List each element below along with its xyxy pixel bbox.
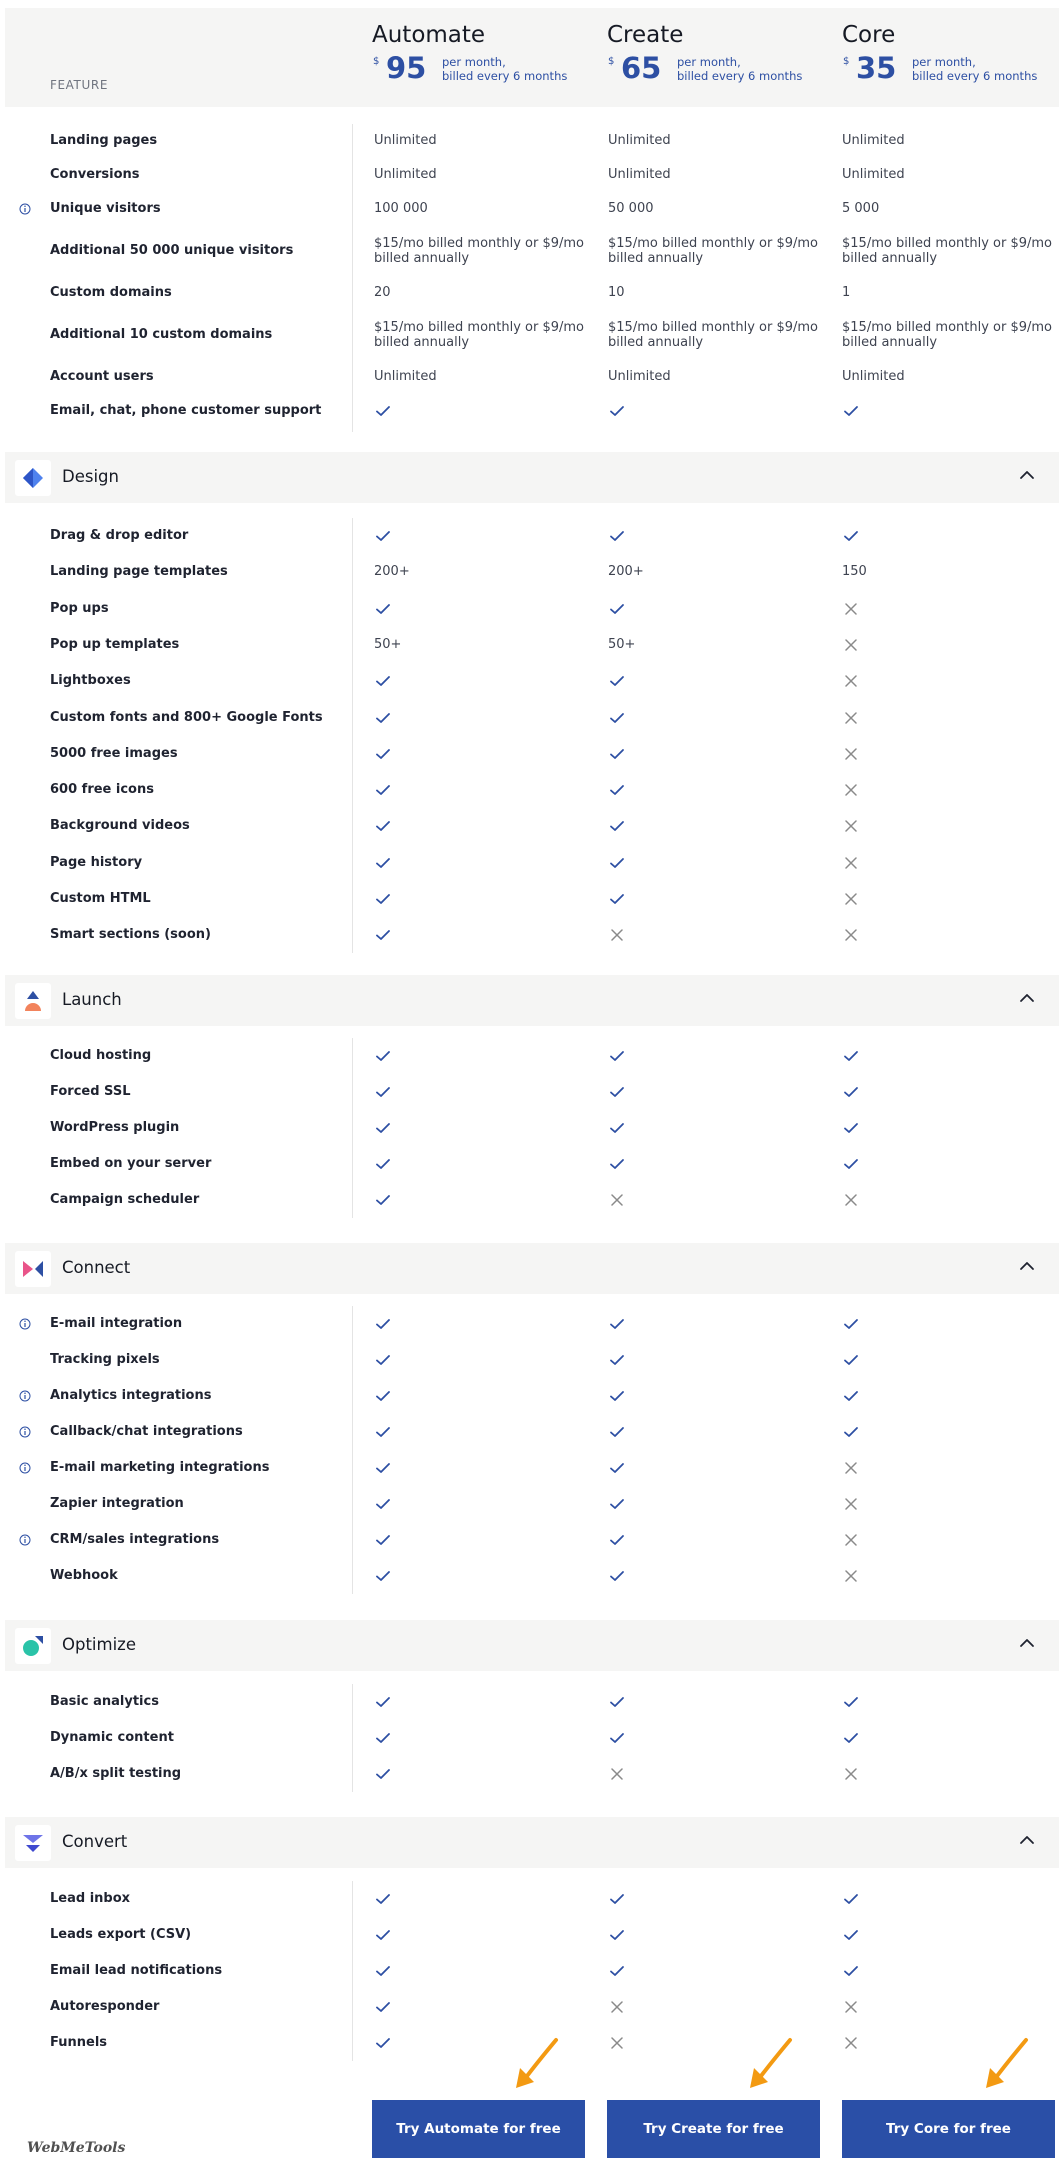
feature-label: Lightboxes xyxy=(50,673,131,689)
check-icon xyxy=(843,1696,859,1708)
check-icon xyxy=(375,603,391,615)
check-icon xyxy=(375,1570,391,1582)
chevron-up-icon[interactable] xyxy=(1019,992,1035,1004)
check-icon xyxy=(609,1893,625,1905)
feature-column-header: FEATURE xyxy=(50,78,108,92)
feature-value: $15/mo billed monthly or $9/mo billed annually xyxy=(608,236,819,266)
check-icon xyxy=(843,1732,859,1744)
feature-label: Campaign scheduler xyxy=(50,1192,200,1207)
check-icon xyxy=(843,1158,859,1170)
check-icon xyxy=(375,1929,391,1941)
check-icon xyxy=(375,1696,391,1708)
watermark: WebMeTools xyxy=(27,2140,126,2156)
feature-value: 50+ xyxy=(608,636,636,652)
check-icon xyxy=(375,1158,391,1170)
try-create-button[interactable]: Try Create for free xyxy=(607,2100,820,2158)
feature-label: 5000 free images xyxy=(50,745,178,761)
check-icon xyxy=(609,748,625,760)
feature-value: 50 000 xyxy=(608,201,654,216)
feature-label: Background videos xyxy=(50,818,190,834)
check-icon xyxy=(843,1122,859,1134)
feature-label: E-mail integration xyxy=(50,1316,183,1331)
chevron-up-icon[interactable] xyxy=(1019,1834,1035,1846)
feature-label: Embed on your server xyxy=(50,1156,212,1171)
check-icon xyxy=(609,857,625,869)
check-icon xyxy=(609,675,625,687)
check-icon xyxy=(609,1570,625,1582)
info-icon xyxy=(19,1426,31,1438)
section-header-design[interactable] xyxy=(5,452,1059,503)
check-icon xyxy=(375,712,391,724)
currency-symbol: $ xyxy=(373,56,380,67)
check-icon xyxy=(609,1462,625,1474)
check-icon xyxy=(609,893,625,905)
feature-label: Unique visitors xyxy=(50,201,161,216)
check-icon xyxy=(375,1462,391,1474)
optimize-icon-box xyxy=(15,1628,51,1664)
feature-value: 100 000 xyxy=(374,201,428,216)
check-icon xyxy=(375,1965,391,1977)
cross-icon xyxy=(843,2001,859,2013)
feature-label: Page history xyxy=(50,854,143,870)
check-icon xyxy=(609,1354,625,1366)
feature-value: Unlimited xyxy=(374,133,437,148)
diamond-icon xyxy=(23,468,43,488)
info-icon xyxy=(19,1462,31,1474)
section-title: Connect xyxy=(62,1258,131,1277)
section-title: Launch xyxy=(62,990,122,1009)
feature-value: 150 xyxy=(842,564,867,580)
info-icon xyxy=(19,1534,31,1546)
chevron-up-icon[interactable] xyxy=(1019,1637,1035,1649)
plan-core xyxy=(842,22,1062,89)
plan-price: 35 xyxy=(856,51,897,85)
check-icon xyxy=(375,784,391,796)
feature-value: Unlimited xyxy=(608,369,671,384)
check-icon xyxy=(609,1122,625,1134)
check-icon xyxy=(843,1426,859,1438)
feature-value: $15/mo billed monthly or $9/mo billed annually xyxy=(374,320,585,350)
feature-label: Pop up templates xyxy=(50,636,180,652)
check-icon xyxy=(609,784,625,796)
plan-create xyxy=(607,22,827,89)
check-icon xyxy=(609,1050,625,1062)
check-icon xyxy=(375,1086,391,1098)
section-header-convert[interactable] xyxy=(5,1817,1059,1868)
plan-price: 95 xyxy=(386,51,427,85)
feature-label: Account users xyxy=(50,369,154,384)
check-icon xyxy=(843,405,859,417)
connect-icon xyxy=(23,1259,43,1279)
feature-value: $15/mo billed monthly or $9/mo billed annually xyxy=(374,236,585,266)
check-icon xyxy=(609,603,625,615)
check-icon xyxy=(609,712,625,724)
check-icon xyxy=(843,1050,859,1062)
check-icon xyxy=(375,1498,391,1510)
feature-value: 1 xyxy=(842,285,851,300)
check-icon xyxy=(375,1390,391,1402)
feature-label: Dynamic content xyxy=(50,1730,174,1745)
check-icon xyxy=(375,1426,391,1438)
feature-label: Basic analytics xyxy=(50,1694,159,1709)
cross-icon xyxy=(609,929,625,941)
check-icon xyxy=(843,1893,859,1905)
try-automate-button[interactable]: Try Automate for free xyxy=(372,2100,585,2158)
check-icon xyxy=(843,1086,859,1098)
feature-label: Smart sections (soon) xyxy=(50,927,211,943)
feature-label: Additional 50 000 unique visitors xyxy=(50,243,294,258)
feature-value: $15/mo billed monthly or $9/mo billed annually xyxy=(842,320,1053,350)
plan-price: 65 xyxy=(621,51,662,85)
check-icon xyxy=(375,1354,391,1366)
plan-name: Core xyxy=(842,22,896,48)
feature-label: Forced SSL xyxy=(50,1084,131,1099)
check-icon xyxy=(375,1050,391,1062)
feature-value: Unlimited xyxy=(842,167,905,182)
check-icon xyxy=(609,530,625,542)
check-icon xyxy=(609,1929,625,1941)
check-icon xyxy=(609,820,625,832)
check-icon xyxy=(375,2037,391,2049)
check-icon xyxy=(609,1158,625,1170)
feature-label: Landing pages xyxy=(50,133,158,148)
funnel-icon xyxy=(23,1833,43,1853)
check-icon xyxy=(375,2001,391,2013)
cross-icon xyxy=(843,2037,859,2049)
cross-icon xyxy=(843,820,859,832)
feature-value: 50+ xyxy=(374,636,402,652)
info-icon xyxy=(19,1318,31,1330)
cross-icon xyxy=(843,1498,859,1510)
feature-label: Funnels xyxy=(50,2035,108,2050)
feature-label: Custom fonts and 800+ Google Fonts xyxy=(50,709,323,725)
check-icon xyxy=(375,530,391,542)
check-icon xyxy=(375,1318,391,1330)
feature-value: $15/mo billed monthly or $9/mo billed annually xyxy=(842,236,1053,266)
check-icon xyxy=(375,820,391,832)
feature-value: 5 000 xyxy=(842,201,880,216)
cross-icon xyxy=(843,1462,859,1474)
cross-icon xyxy=(843,929,859,941)
try-core-button[interactable]: Try Core for free xyxy=(842,2100,1055,2158)
section-title: Optimize xyxy=(62,1635,136,1654)
feature-label: Conversions xyxy=(50,167,140,182)
check-icon xyxy=(609,1390,625,1402)
check-icon xyxy=(375,1768,391,1780)
billing-note: per month, billed every 6 months xyxy=(442,55,568,83)
feature-value: Unlimited xyxy=(374,369,437,384)
column-divider xyxy=(352,124,353,432)
feature-label: Lead inbox xyxy=(50,1891,131,1906)
feature-label: Callback/chat integrations xyxy=(50,1424,243,1439)
feature-label: Zapier integration xyxy=(50,1496,184,1511)
check-icon xyxy=(609,1696,625,1708)
feature-label: Analytics integrations xyxy=(50,1388,212,1403)
feature-label: Tracking pixels xyxy=(50,1352,160,1367)
funnel-icon-box xyxy=(15,1825,51,1861)
currency-symbol: $ xyxy=(843,56,850,67)
check-icon xyxy=(609,1426,625,1438)
feature-value: 200+ xyxy=(374,564,410,580)
feature-label: Cloud hosting xyxy=(50,1048,152,1063)
arrow-icon xyxy=(512,2036,560,2092)
section-title: Design xyxy=(62,467,119,486)
plan-name: Create xyxy=(607,22,684,48)
cross-icon xyxy=(843,893,859,905)
plan-automate xyxy=(372,22,592,89)
feature-label: Leads export (CSV) xyxy=(50,1927,192,1942)
check-icon xyxy=(375,405,391,417)
feature-label: Autoresponder xyxy=(50,1999,160,2014)
section-title: Convert xyxy=(62,1832,128,1851)
chevron-up-icon[interactable] xyxy=(1019,1260,1035,1272)
cross-icon xyxy=(609,2037,625,2049)
check-icon xyxy=(843,1354,859,1366)
info-icon xyxy=(19,203,31,215)
check-icon xyxy=(375,929,391,941)
cross-icon xyxy=(609,1194,625,1206)
feature-value: Unlimited xyxy=(842,369,905,384)
feature-label: A/B/x split testing xyxy=(50,1766,182,1781)
cross-icon xyxy=(609,1768,625,1780)
check-icon xyxy=(375,1194,391,1206)
cross-icon xyxy=(843,1534,859,1546)
check-icon xyxy=(375,1893,391,1905)
feature-value: $15/mo billed monthly or $9/mo billed annually xyxy=(608,320,819,350)
cross-icon xyxy=(843,1570,859,1582)
check-icon xyxy=(843,1318,859,1330)
feature-label: E-mail marketing integrations xyxy=(50,1460,270,1475)
arrow-icon xyxy=(982,2036,1030,2092)
cross-icon xyxy=(843,784,859,796)
feature-value: 10 xyxy=(608,285,625,300)
feature-value: Unlimited xyxy=(374,167,437,182)
column-divider xyxy=(352,1038,353,1218)
check-icon xyxy=(609,1732,625,1744)
check-icon xyxy=(843,1390,859,1402)
column-divider xyxy=(352,518,353,953)
billing-note: per month, billed every 6 months xyxy=(677,55,803,83)
cross-icon xyxy=(843,748,859,760)
check-icon xyxy=(843,1965,859,1977)
column-divider xyxy=(352,1684,353,1792)
section-header-optimize[interactable] xyxy=(5,1620,1059,1671)
column-divider xyxy=(352,1306,353,1594)
feature-value: Unlimited xyxy=(608,167,671,182)
feature-value: 20 xyxy=(374,285,391,300)
chevron-up-icon[interactable] xyxy=(1019,469,1035,481)
check-icon xyxy=(375,1534,391,1546)
optimize-icon xyxy=(23,1636,43,1656)
check-icon xyxy=(609,1498,625,1510)
cross-icon xyxy=(843,712,859,724)
feature-label: Custom domains xyxy=(50,285,172,300)
feature-value: Unlimited xyxy=(842,133,905,148)
feature-label: Custom HTML xyxy=(50,891,151,906)
feature-label: CRM/sales integrations xyxy=(50,1532,220,1547)
feature-label: Landing page templates xyxy=(50,564,228,580)
check-icon xyxy=(375,748,391,760)
rocket-icon xyxy=(23,991,43,1011)
feature-label: WordPress plugin xyxy=(50,1120,180,1135)
feature-label: Email, chat, phone customer support xyxy=(50,403,322,418)
cross-icon xyxy=(843,675,859,687)
check-icon xyxy=(609,405,625,417)
check-icon xyxy=(609,1086,625,1098)
plan-name: Automate xyxy=(372,22,486,48)
currency-symbol: $ xyxy=(608,56,615,67)
check-icon xyxy=(609,1965,625,1977)
cross-icon xyxy=(609,2001,625,2013)
arrow-icon xyxy=(746,2036,794,2092)
rocket-icon-box xyxy=(15,983,51,1019)
check-icon xyxy=(375,893,391,905)
cross-icon xyxy=(843,1194,859,1206)
check-icon xyxy=(609,1534,625,1546)
feature-label: Pop ups xyxy=(50,600,109,616)
diamond-icon-box xyxy=(15,460,51,496)
feature-label: Drag & drop editor xyxy=(50,528,189,543)
check-icon xyxy=(375,1732,391,1744)
cross-icon xyxy=(843,1768,859,1780)
check-icon xyxy=(843,1929,859,1941)
check-icon xyxy=(843,530,859,542)
section-header-connect[interactable] xyxy=(5,1243,1059,1294)
connect-icon-box xyxy=(15,1251,51,1287)
feature-value: Unlimited xyxy=(608,133,671,148)
cross-icon xyxy=(843,857,859,869)
check-icon xyxy=(609,1318,625,1330)
check-icon xyxy=(375,1122,391,1134)
feature-label: Additional 10 custom domains xyxy=(50,327,273,342)
cross-icon xyxy=(843,603,859,615)
info-icon xyxy=(19,1390,31,1402)
check-icon xyxy=(375,857,391,869)
cross-icon xyxy=(843,639,859,651)
feature-label: Email lead notifications xyxy=(50,1963,223,1978)
feature-label: 600 free icons xyxy=(50,782,154,798)
billing-note: per month, billed every 6 months xyxy=(912,55,1038,83)
check-icon xyxy=(375,675,391,687)
section-header-launch[interactable] xyxy=(5,975,1059,1026)
feature-value: 200+ xyxy=(608,564,644,580)
column-divider xyxy=(352,1881,353,2061)
feature-label: Webhook xyxy=(50,1568,118,1583)
